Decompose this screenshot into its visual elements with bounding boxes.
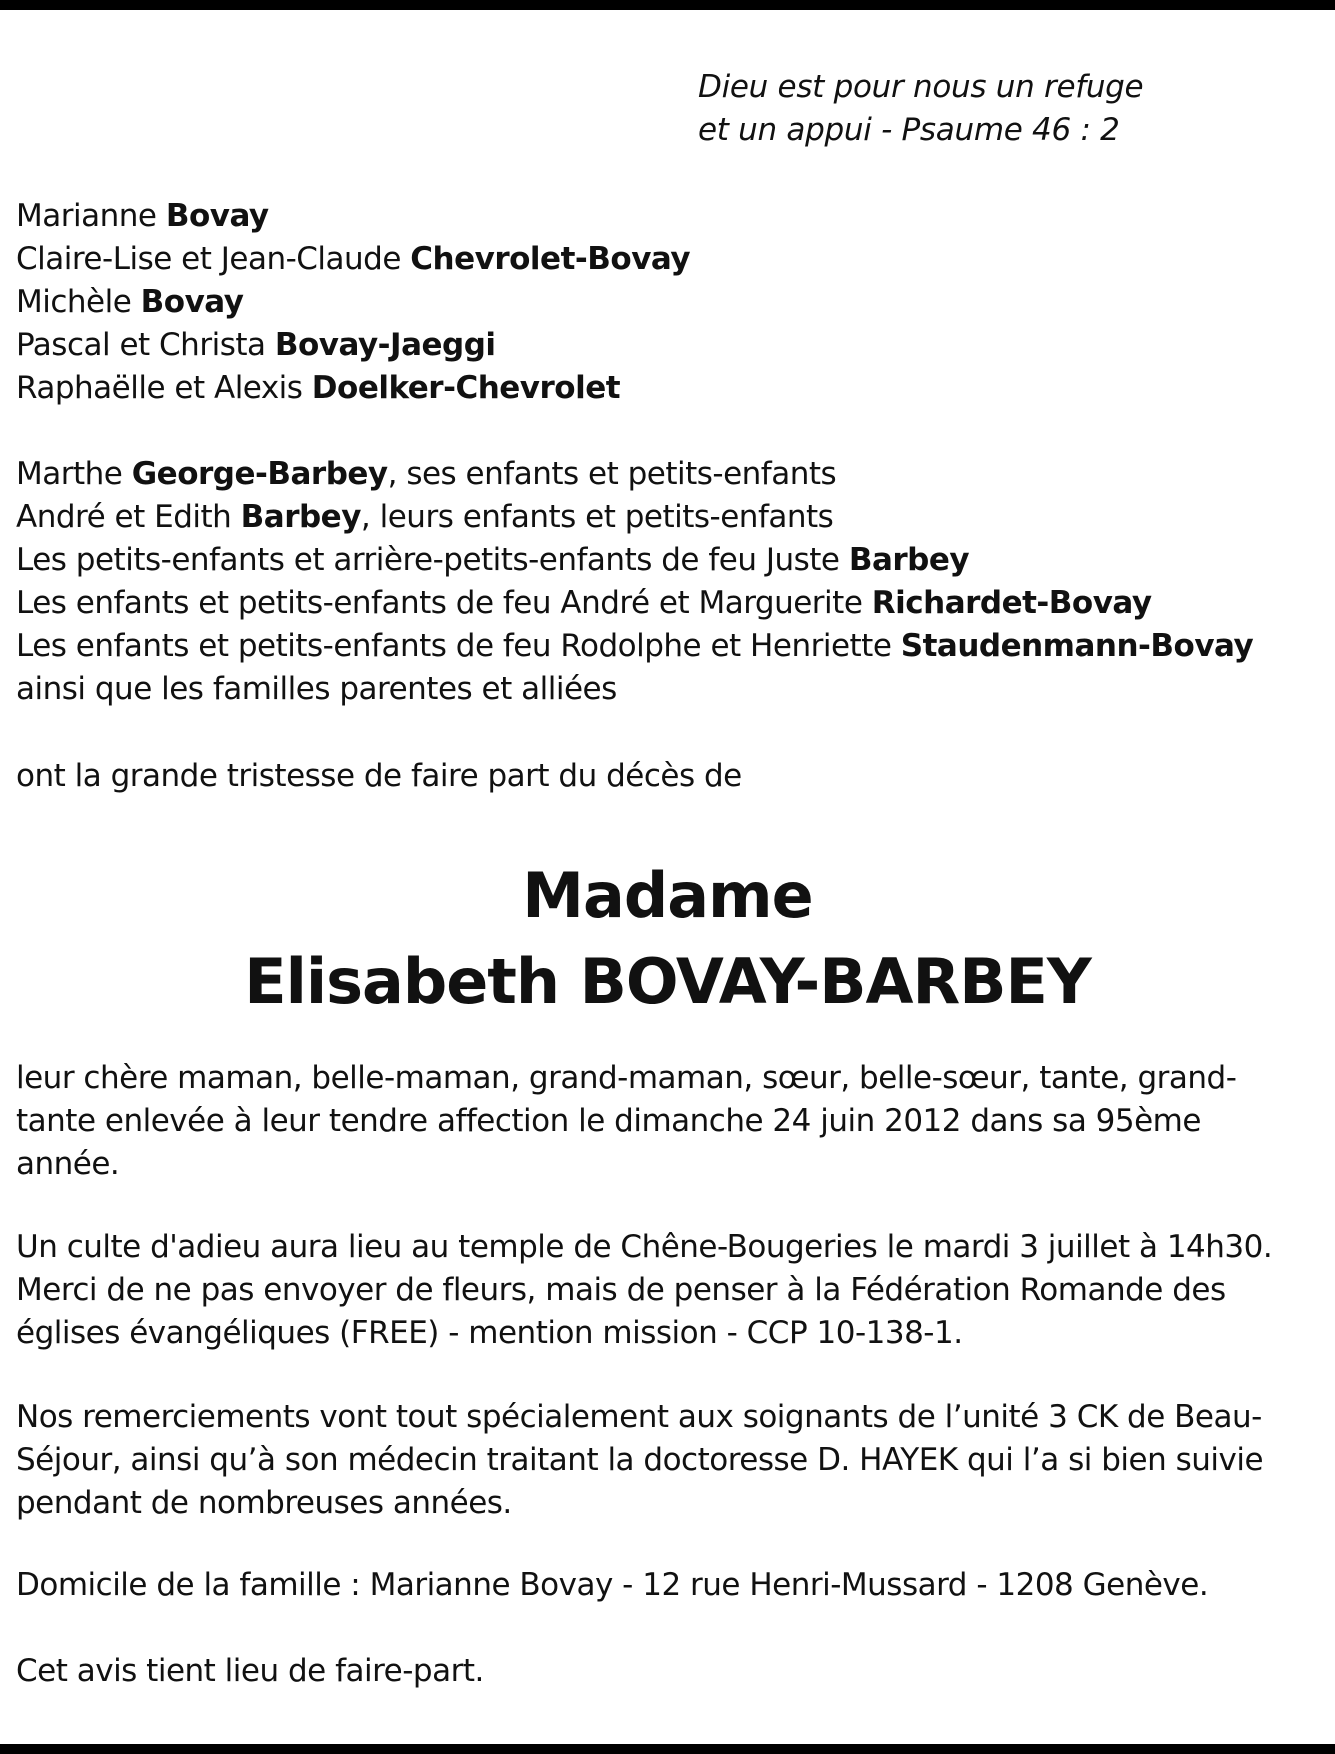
relatives-line (16, 668, 1253, 711)
relatives-line (16, 625, 1253, 668)
paragraph-line: leur chère maman, belle-maman, grand-maman, sœur, belle-sœur, tante, grand- (16, 1060, 1237, 1096)
bible-verse (698, 66, 1143, 152)
given-names: Claire-Lise et Jean-Claude (16, 241, 411, 277)
family-line (16, 195, 690, 238)
given-names: Marianne (16, 198, 166, 234)
surname: George-Barbey (131, 456, 388, 492)
surname: Chevrolet-Bovay (410, 241, 691, 277)
verse-line-1: Dieu est pour nous un refuge (698, 69, 1144, 105)
family-list (16, 195, 690, 410)
service-paragraph (16, 1226, 1326, 1355)
line-suffix: , ses enfants et petits-enfants (387, 456, 837, 492)
relatives-line (16, 582, 1253, 625)
surname: Staudenmann-Bovay (900, 628, 1254, 664)
relatives-line (16, 496, 1253, 539)
given-names: Les enfants et petits-enfants de feu André et Marguerite (16, 585, 872, 621)
relatives-line (16, 539, 1253, 582)
given-names: Michèle (16, 284, 141, 320)
given-names: Les petits-enfants et arrière-petits-enfants de feu Juste (16, 542, 849, 578)
line-suffix: , leurs enfants et petits-enfants (360, 499, 834, 535)
given-names: André et Edith (16, 499, 241, 535)
family-line (16, 324, 690, 367)
given-names: ainsi que les familles parentes et alliées (16, 671, 617, 707)
surname: Barbey (848, 542, 970, 578)
paragraph-line: pendant de nombreuses années. (16, 1485, 512, 1521)
bottom-border-rule (0, 1744, 1335, 1754)
family-line (16, 238, 690, 281)
tribute-paragraph (16, 1057, 1326, 1186)
announcement-text (16, 755, 742, 798)
paragraph-line: Nos remerciements vont tout spécialement aux soignants de l’unité 3 CK de Beau- (16, 1399, 1262, 1435)
paragraph-line: année. (16, 1146, 120, 1182)
paragraph-line: Merci de ne pas envoyer de fleurs, mais de penser à la Fédération Romande des (16, 1272, 1226, 1308)
deceased-heading (0, 853, 1335, 1025)
given-names: Raphaëlle et Alexis (16, 370, 312, 406)
paragraph-line: tante enlevée à leur tendre affection le dimanche 24 juin 2012 dans sa 95ème (16, 1103, 1201, 1139)
family-line (16, 281, 690, 324)
surname: Bovay-Jaeggi (274, 327, 496, 363)
paragraph-line: Séjour, ainsi qu’à son médecin traitant la doctoresse D. HAYEK qui l’a si bien suivie (16, 1442, 1264, 1478)
given-names: Pascal et Christa (16, 327, 275, 363)
family-address (16, 1564, 1326, 1607)
paragraph-line: Cet avis tient lieu de faire-part. (16, 1653, 484, 1689)
paragraph-line: Un culte d'adieu aura lieu au temple de Chêne-Bougeries le mardi 3 juillet à 14h30. (16, 1229, 1273, 1265)
given-names: Marthe (16, 456, 132, 492)
paragraph-line: Domicile de la famille : Marianne Bovay - 12 rue Henri-Mussard - 1208 Genève. (16, 1567, 1209, 1603)
deceased-title: Madame (522, 859, 813, 932)
relatives-list (16, 453, 1253, 711)
surname: Bovay (165, 198, 269, 234)
top-border-rule (0, 0, 1335, 10)
verse-line-2: et un appui - Psaume 46 : 2 (698, 112, 1120, 148)
given-names: Les enfants et petits-enfants de feu Rodolphe et Henriette (16, 628, 901, 664)
surname: Doelker-Chevrolet (311, 370, 621, 406)
surname: Bovay (140, 284, 244, 320)
deceased-name: Elisabeth BOVAY-BARBEY (244, 945, 1091, 1018)
relatives-line (16, 453, 1253, 496)
surname: Barbey (240, 499, 361, 535)
paragraph-line: églises évangéliques (FREE) - mention mission - CCP 10-138-1. (16, 1315, 963, 1351)
closing-note (16, 1650, 1326, 1693)
surname: Richardet-Bovay (871, 585, 1152, 621)
family-line (16, 367, 690, 410)
announcement-line: ont la grande tristesse de faire part du décès de (16, 758, 742, 794)
thanks-paragraph (16, 1396, 1326, 1525)
